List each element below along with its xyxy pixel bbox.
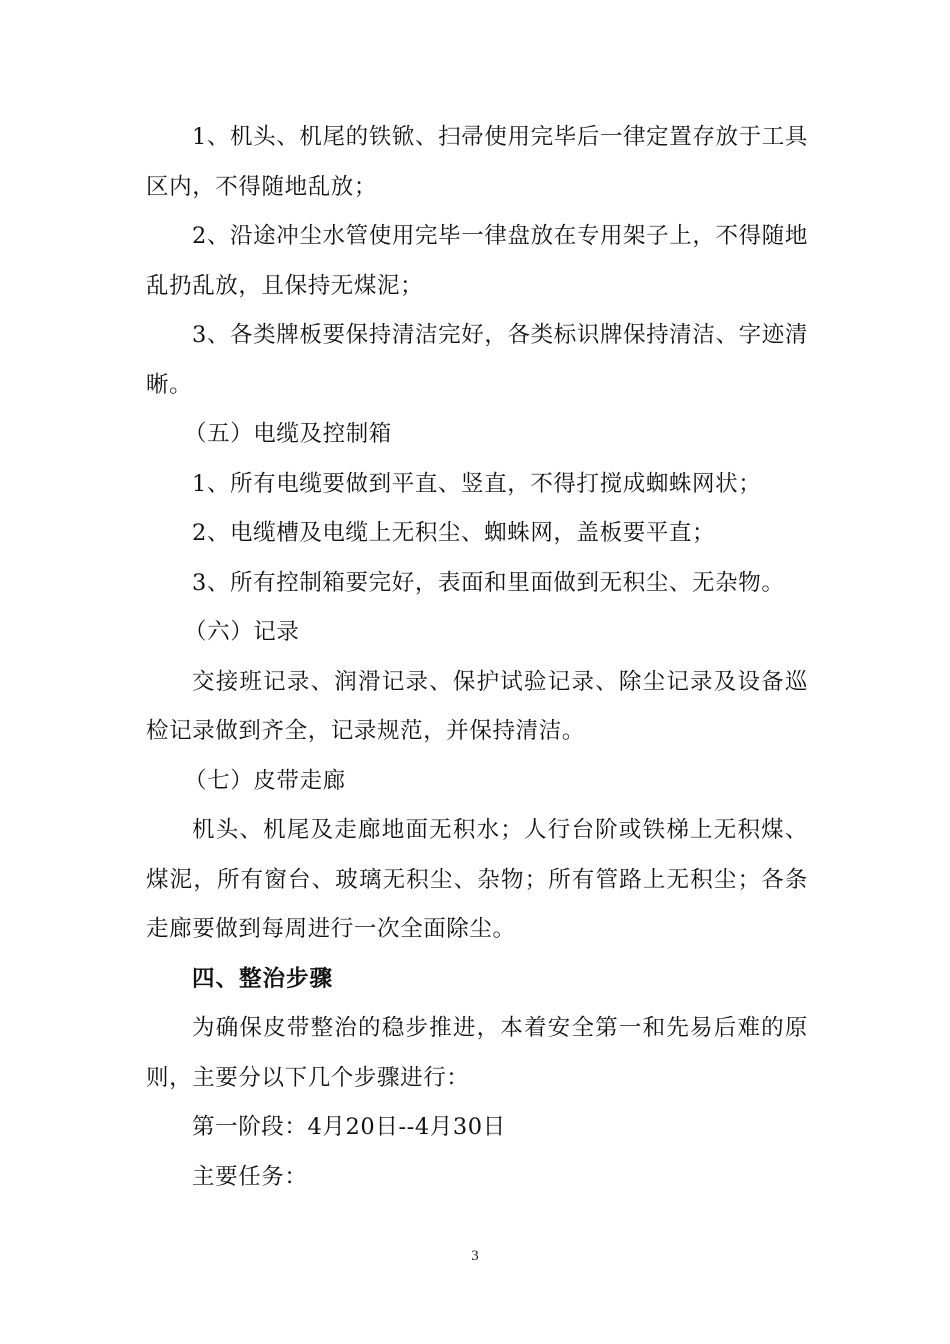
page-number: 3 xyxy=(471,1248,479,1264)
paragraph-phase-one: 第一阶段：4月20日--4月30日 xyxy=(192,1114,506,1140)
section-heading-records: （六）记录 xyxy=(184,619,300,645)
list-item-control-box: 3、所有控制箱要完好，表面和里面做到无积尘、无杂物。 xyxy=(192,569,785,596)
section-heading-corridor: （七）皮带走廊 xyxy=(184,767,346,794)
paragraph-corridor: 机头、机尾及走廊地面无积水；人行台阶或铁梯上无积煤、煤泥，所有窗台、玻璃无积尘、杂物；所有管路上无积尘；各条走廊要做到每周进行一次全面除尘。 xyxy=(146,817,808,942)
list-item-cables-straight: 1、所有电缆要做到平直、竖直，不得打搅成蜘蛛网状； xyxy=(192,470,762,497)
paragraph-main-tasks: 主要任务： xyxy=(192,1163,308,1190)
list-item-signboards: 3、各类牌板要保持清洁完好，各类标识牌保持清洁、字迹清晰。 xyxy=(146,322,808,398)
list-item-water-hose: 2、沿途冲尘水管使用完毕一律盘放在专用架子上，不得随地乱扔乱放，且保持无煤泥； xyxy=(146,223,808,299)
document-body xyxy=(146,113,808,1202)
list-item-cable-trough: 2、电缆槽及电缆上无积尘、蜘蛛网，盖板要平直； xyxy=(192,520,716,546)
section-heading-steps: 四、整治步骤 xyxy=(192,965,334,992)
list-item-tools-storage: 1、机头、机尾的铁锨、扫帚使用完毕后一律定置存放于工具区内，不得随地乱放； xyxy=(146,124,808,200)
paragraph-records: 交接班记录、润滑记录、保护试验记录、除尘记录及设备巡检记录做到齐全，记录规范，并保持清洁。 xyxy=(146,668,808,744)
section-heading-cables: （五）电缆及控制箱 xyxy=(184,421,392,447)
paragraph-steps-intro: 为确保皮带整治的稳步推进，本着安全第一和先易后难的原则，主要分以下几个步骤进行： xyxy=(146,1015,808,1091)
